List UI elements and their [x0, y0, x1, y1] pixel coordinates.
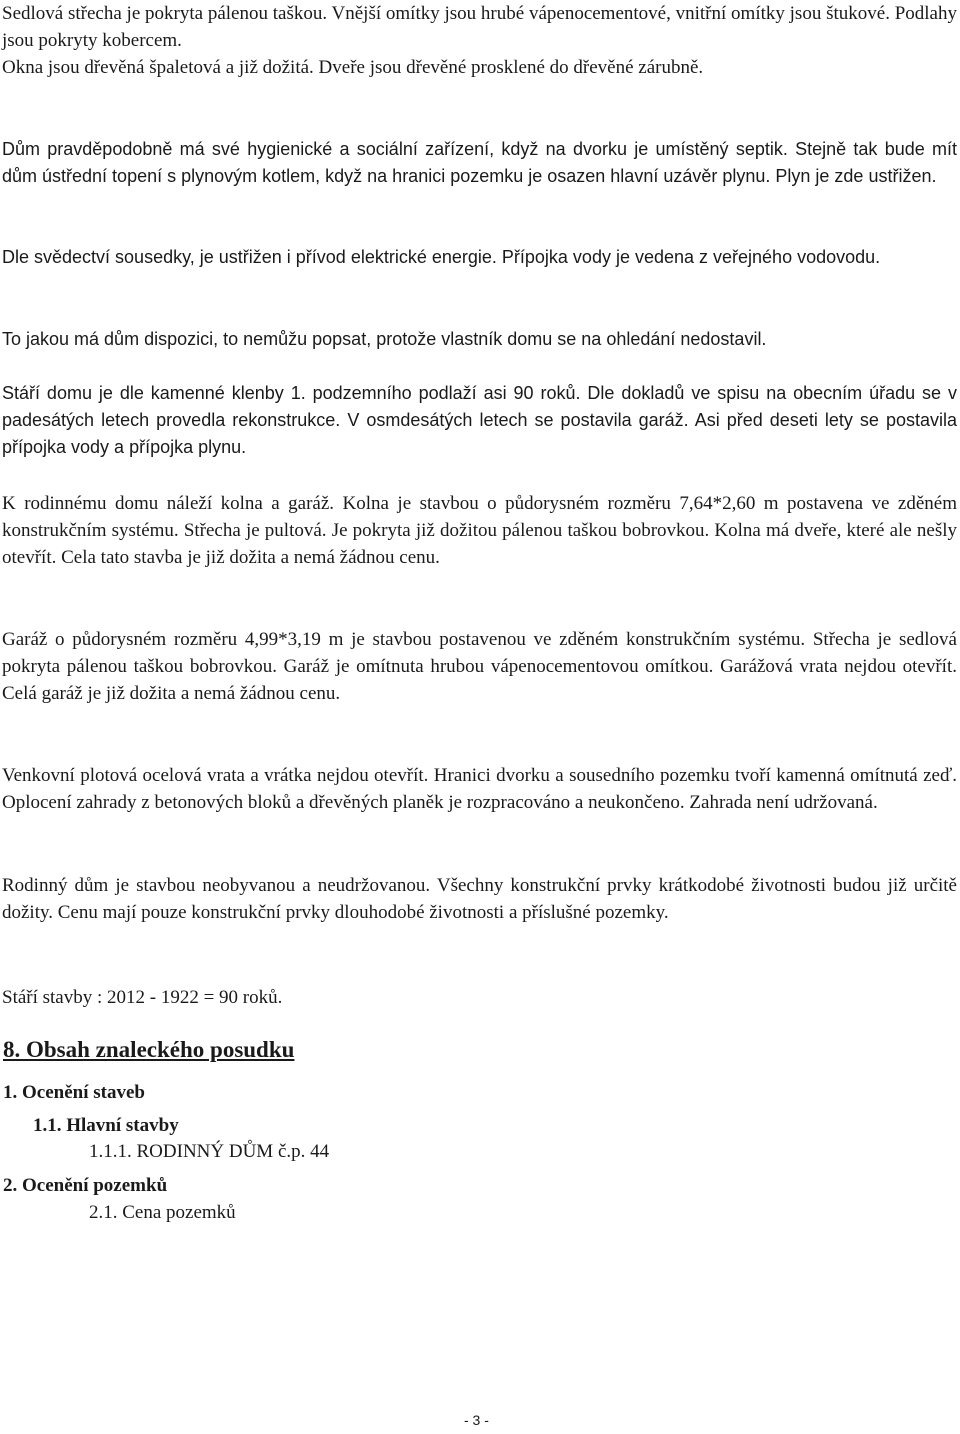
- paragraph-condition: Rodinný dům je stavbou neobyvanou a neudržovanou. Všechny konstrukční prvky krátkodobé životnosti budou již určitě dožity. Cenu mají pouze konstrukční prvky dlouhodobé životnosti a příslušné pozemky.: [2, 875, 957, 923]
- paragraph-windows: Okna jsou dřevěná špaletová a již dožitá. Dveře jsou dřevěné prosklené do dřevěné zárubně.: [2, 57, 704, 78]
- paragraph-shed: K rodinnému domu náleží kolna a garáž. Kolna je stavbou o půdorysném rozměru 7,64*2,60 m postavena ve zděném konstrukčním systému. Střecha je pultová. Je pokryta již dožitou pálenou taškou bobrovkou. Kolna má dveře, které ale nešly otevřít. Cela tato stavba je již dožita a nemá žádnou cenu.: [2, 493, 957, 568]
- paragraph-garage: Garáž o půdorysném rozměru 4,99*3,19 m je stavbou postavenou ve zděném konstrukčním systému. Střecha je sedlová pokryta pálenou taškou bobrovkou. Garáž je omítnuta hrubou vápenocementovou omítkou. Garážová vrata nejdou otevřít. Celá garáž je již dožita a nemá žádnou cenu.: [2, 629, 957, 704]
- paragraph-building-age: Stáří stavby : 2012 - 1922 = 90 roků.: [2, 987, 283, 1008]
- contents-heading: 8. Obsah znaleckého posudku: [3, 1037, 295, 1062]
- paragraph-roof: Sedlová střecha je pokryta pálenou taškou. Vnější omítky jsou hrubé vápenocementové, vnitřní omítky jsou štukové. Podlahy jsou pokryty kobercem.: [2, 3, 957, 51]
- paragraph-fence: Venkovní plotová ocelová vrata a vrátka nejdou otevřít. Hranici dvorku a sousedního pozemku tvoří kamenná omítnutá zeď. Oplocení zahrady z betonových bloků a dřevěných planěk je rozpracováno a neukončeno. Zahrada není udržovaná.: [2, 765, 957, 813]
- contents-section-land: 2. Ocenění pozemků: [3, 1175, 168, 1196]
- paragraph-hygiene: Dům pravděpodobně má své hygienické a sociální zařízení, když na dvorku je umístěný septik. Stejně tak bude mít dům ústřední topení s plynovým kotlem, když na hranici pozemku je osazen hlavní uzávěr plynu. Plyn je zde ustřižen.: [2, 139, 957, 186]
- contents-item-land-price: 2.1. Cena pozemků: [89, 1202, 236, 1223]
- paragraph-utilities: Dle svědectví sousedky, je ustřižen i přívod elektrické energie. Přípojka vody je vedena z veřejného vodovodu.: [2, 247, 881, 267]
- contents-subsection-main-buildings: 1.1. Hlavní stavby: [33, 1115, 179, 1136]
- contents-section-buildings: 1. Ocenění staveb: [3, 1082, 145, 1103]
- contents-item-family-house: 1.1.1. RODINNÝ DŮM č.p. 44: [89, 1141, 330, 1162]
- paragraph-disposition: To jakou má dům dispozici, to nemůžu popsat, protože vlastník domu se na ohledání nedostavil.: [2, 329, 767, 349]
- paragraph-age: Stáří domu je dle kamenné klenby 1. podzemního podlaží asi 90 roků. Dle dokladů ve spisu na obecním úřadu se v padesátých letech provedla rekonstrukce. V osmdesátých letech se postavila garáž. Asi před deseti lety se postavila přípojka vody a přípojka plynu.: [2, 383, 957, 457]
- page-number: - 3 -: [464, 1412, 489, 1428]
